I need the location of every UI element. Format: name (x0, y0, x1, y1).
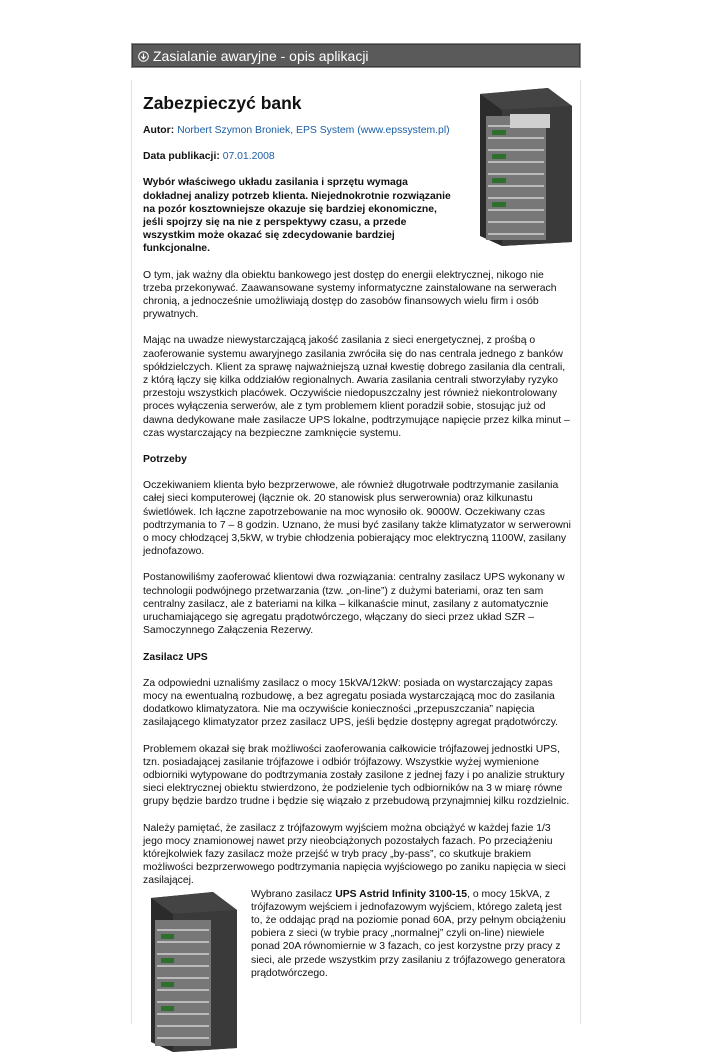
paragraph-3: Oczekiwaniem klienta było bezprzerwowe, ale również długotrwałe podtrzymanie zasilania całej sieci komputerowej (łącznie ok. 20 stanowisk plus serwerownia) oraz kilkunastu świetlówek. Ich łączne zapotrzebowanie na moc wynosiło ok. 9000W. Oczekiwany czas podtrzymania to 7 – 8 godzin. Uznano, że musi być zasilany także klimatyzator w serwerowni o mocy chłodzącej 3,5kW, w trybie chłodzenia pobierający moc elektryczną 1100W, zasilany jednofazowo. (143, 480, 571, 558)
ups-model-name: UPS Astrid Infinity 3100-15 (335, 888, 468, 900)
paragraph-4: Postanowiliśmy zaoferować klientowi dwa rozwiązania: centralny zasilacz UPS wykonany w technologii podwójnego przetwarzania (tzw. „on-line”) z dużymi bateriami, oraz ten sam centralny zasilacz, ale z bateriami na kilka – kilkanaście minut, zasilany z automatycznie uruchamiającego się agregatu prądotwórczego, włączany do sieci przez układ SZR – Samoczynnego Załączenia Rezerwy. (143, 572, 565, 637)
download-arrow-icon (138, 51, 149, 62)
date-value: 07.01.2008 (222, 151, 275, 163)
section-header[interactable] (131, 43, 581, 68)
lead-paragraph: Wybór właściwego układu zasilania i sprzętu wymaga dokładnej analizy potrzeb klienta. Niejednokrotnie rozwiązanie na pozór kosztowniejsze okazuje się bardziej ekonomiczne, jeśli spojrzy się na nie z perspektywy czasu, a przede wszystkim może okazać się zdecydowanie bardziej funkcjonalne. (143, 177, 451, 255)
paragraph-7: Należy pamiętać, że zasilacz z trójfazowym wyjściem można obciążyć w każdej fazie 1/3 jego mocy znamionowej nawet przy nieobciążonych pozostałych fazach. Po przeciążeniu którejkolwiek fazy zasilacz może przejść w tryb pracy „by-pass”, co skutkuje brakiem możliwości bezprzerwowego podtrzymania napięcia wyjściowego po zaniku napięcia w sieci zasilającej. (143, 822, 566, 887)
section-header-title: Zasialanie awaryjne - opis aplikacji (153, 48, 369, 64)
article-content (143, 92, 573, 1054)
paragraph-8-rest: , o mocy 15kVA, z trójfazowym wejściem i jednofazowym wyjściem, którego zaletą jest to, że oddając prąd na poziomie ponad 60A, przy pełnym obciążeniu pobiera z sieci (w trybie pracy „normalnej” czyli on-line) niewiele ponad 20A równomiernie w 3 fazach, co jest korzystne przy pracy z sieci, ale przede wszystkim przy zasilaniu z trójfazowego generatora prądotwórczego. (251, 888, 566, 979)
date-label: Data publikacji: (143, 151, 220, 163)
paragraph-2: Mając na uwadze niewystarczającą jakość zasilania z sieci energetycznej, z prośbą o zaoferowanie systemu awaryjnego zasilania zwróciła się do nas centrala jednego z banków spółdzielczych. Klient za sprawę najważniejszą uznał kwestię dobrego zasilania dla centrali, z którą łączy się kilka oddziałów regionalnych. Awaria zasilania centrali stworzyłaby ryzyko przestoju wszystkich placówek. Oczywiście niedopuszczalny jest również niekontrolowany proces wyłączenia serwerów, ale z tym problemem klient poradził sobie, stosując już od dawna dedykowane małe zasilacze UPS lokalne, podtrzymujące napięcie przez kilka minut – czas wystarczający na bezpieczne zamknięcie systemu. (143, 335, 570, 439)
heading-potrzeby: Potrzeby (143, 454, 187, 466)
article-title: Zabezpieczyć bank (143, 93, 302, 113)
heading-zasilacz: Zasilacz UPS (143, 651, 208, 663)
author-link[interactable]: Norbert Szymon Broniek, EPS System (www.epssystem.pl) (177, 125, 450, 136)
paragraph-6: Problemem okazał się brak możliwości zaoferowania całkowicie trójfazowej jednostki UPS, tzn. posiadającej zasilanie trójfazowe i odbiór trójfazowy. Wszystkie wyżej wymienione odbiorniki wytypowane do podtrzymania zostały zasilone z jednej fazy i po analizie struktury sieci elektrycznej obiektu stwierdzono, że podzielenie tych odbiorników na 3 w miarę równe grupy będzie bardzo trudne i będzie się wiązało z przebudową przynajmniej kilku rozdzielnic. (143, 743, 570, 808)
paragraph-5: Za odpowiedni uznaliśmy zasilacz o mocy 15kVA/12kW: posiada on wystarczający zapas mocy na ewentualną rozbudowę, a bez agregatu posiada wystarczającą moc do zasilania dodatkowo klimatyzatora. Nie ma oczywiście konieczności „przepuszczania” napięcia zasilającego klimatyzator przez zasilacz UPS, jeśli będzie dostępny agregat prądotwórczy. (143, 677, 559, 729)
paragraph-1: O tym, jak ważny dla obiektu bankowego jest dostęp do energii elektrycznej, nikogo nie trzeba przekonywać. Zaawansowane systemy informatyczne zainstalowane na serwerach chronią, a jednocześnie umożliwiają dostęp do zasobów finansowych wielu firm i osób prywatnych. (143, 269, 557, 321)
ups-image-bottom (143, 888, 243, 1054)
author-label: Autor: (143, 125, 175, 136)
paragraph-8-start: Wybrano zasilacz (251, 888, 336, 900)
ups-image-top (466, 86, 578, 248)
